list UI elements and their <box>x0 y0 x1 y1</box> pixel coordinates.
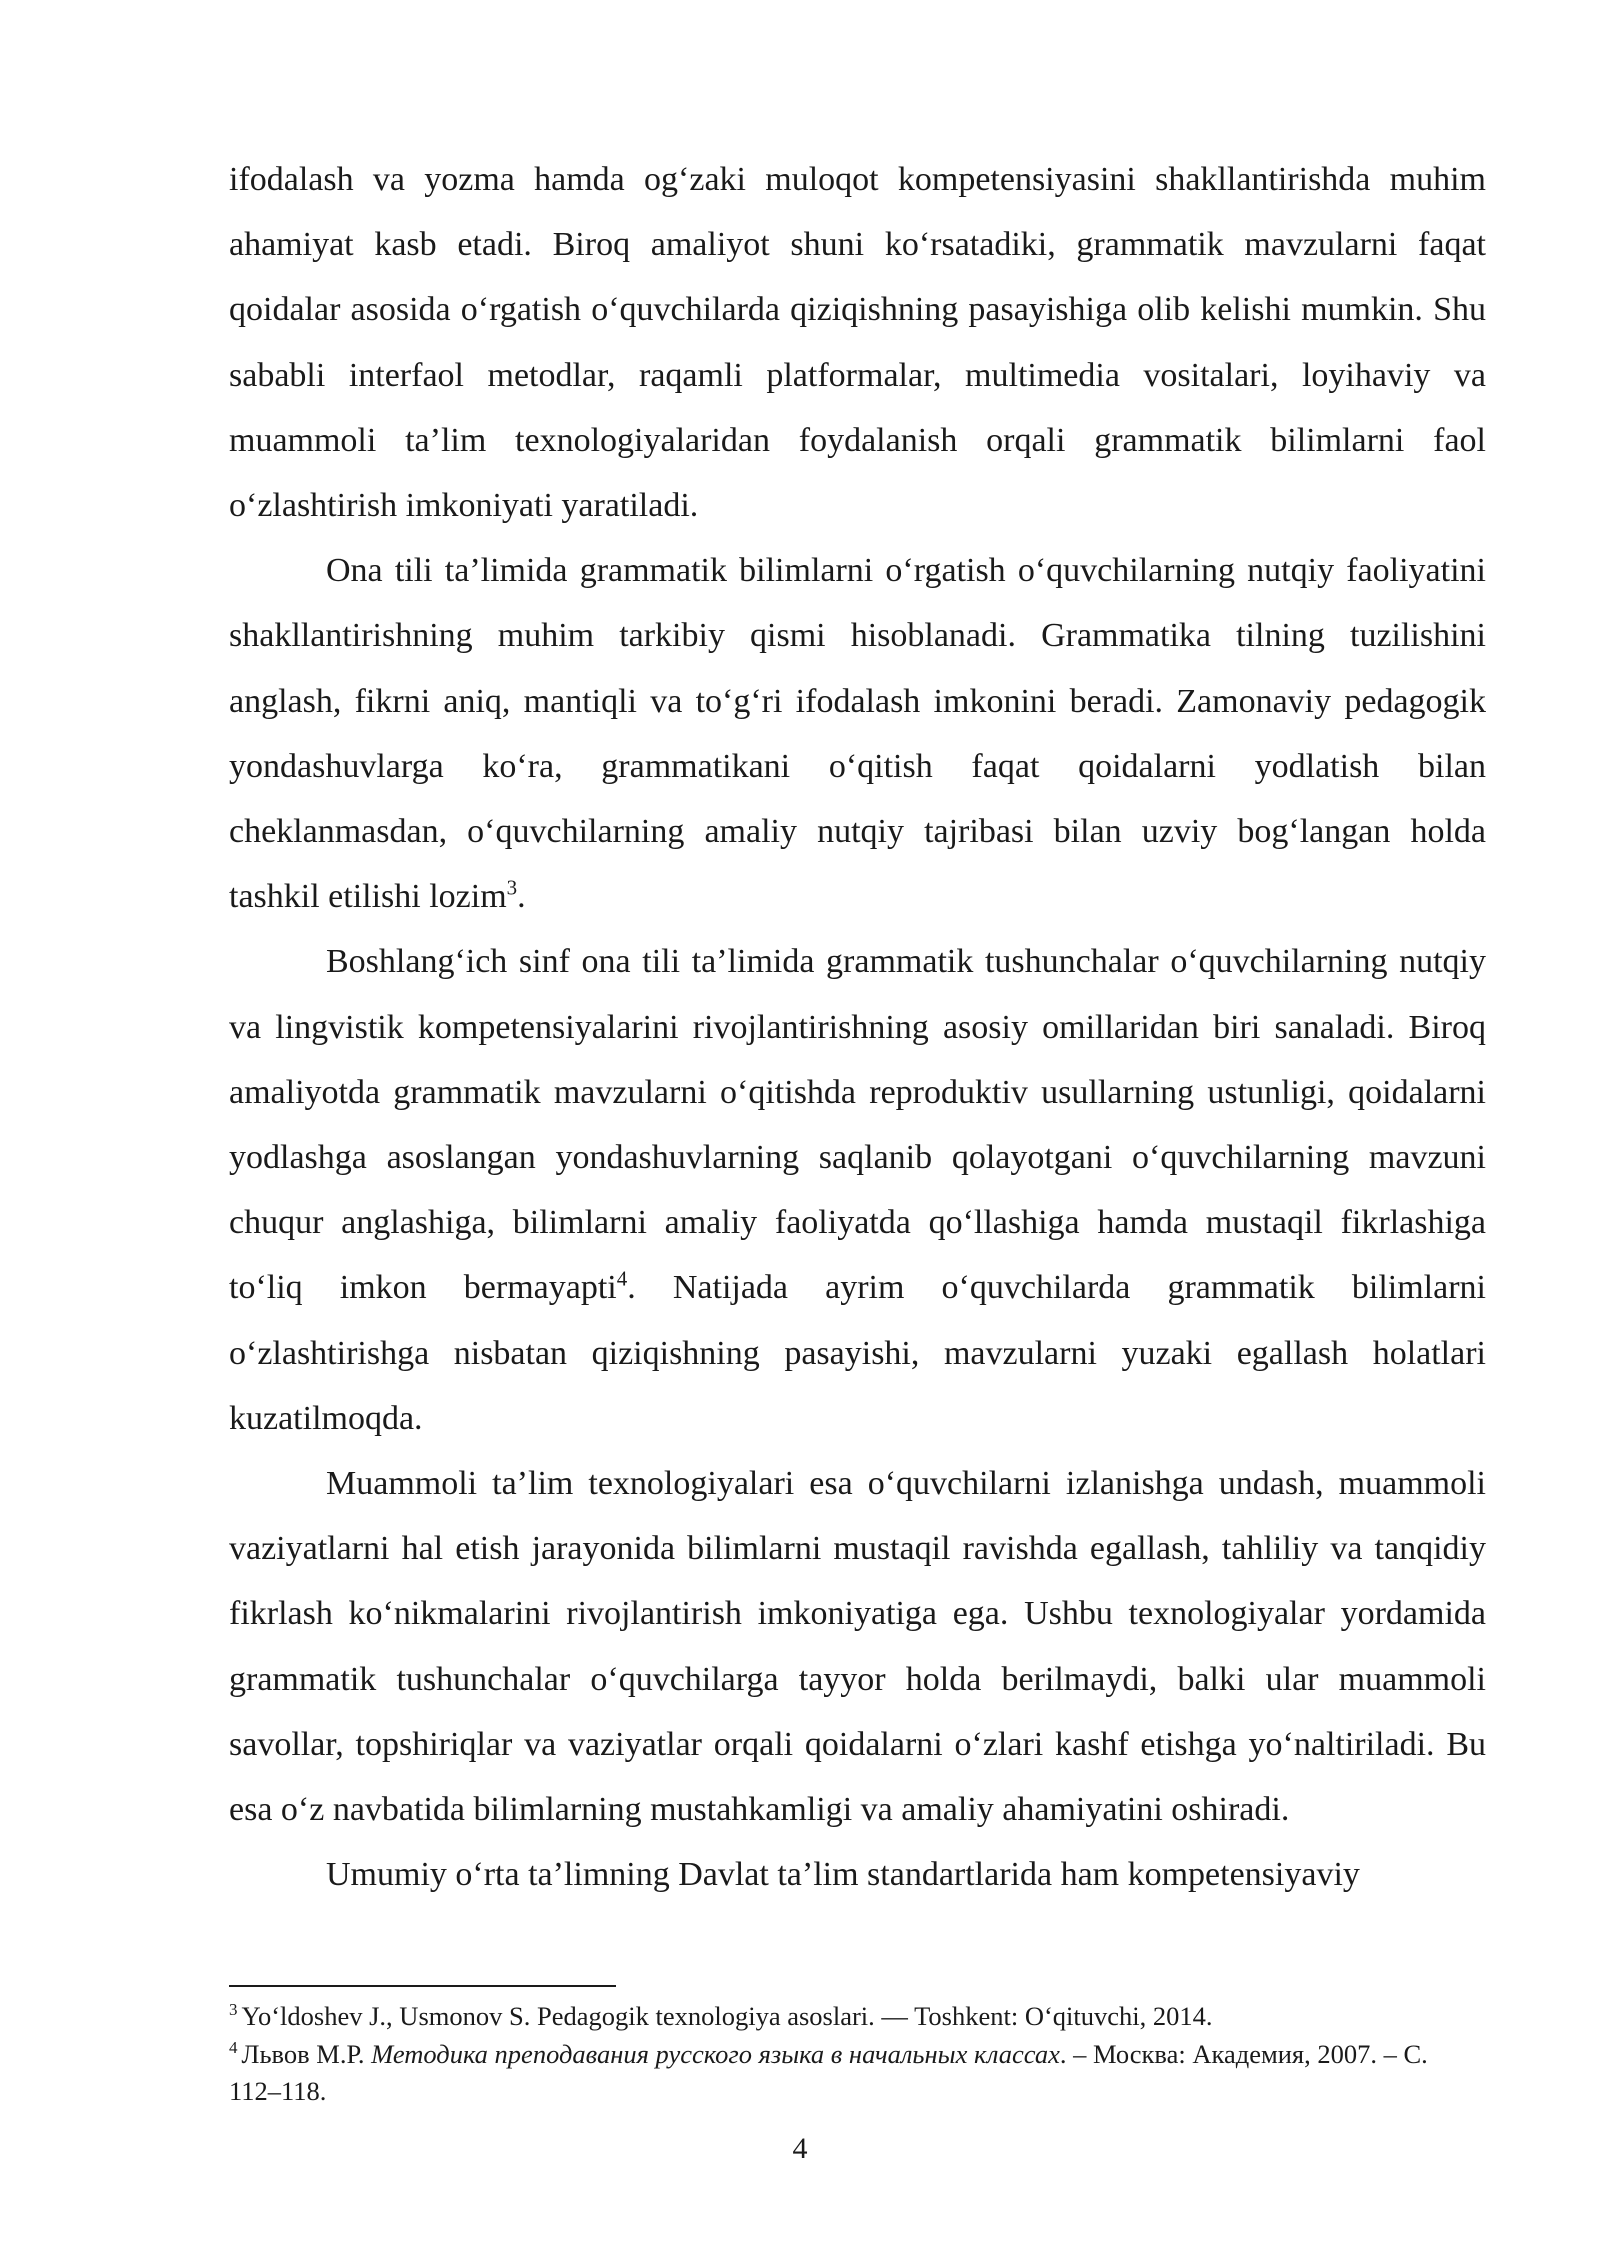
paragraph-4 <box>229 1451 1486 1842</box>
footnote-4-number: 4 <box>229 2038 238 2058</box>
footnote-separator <box>229 1985 616 1987</box>
footnote-3-text: Yo‘ldoshev J., Usmonov S. Pedagogik texnologiya asoslari. — Toshkent: O‘qituvchi, 2014. <box>241 2001 1213 2031</box>
paragraph-1-text: ifodalash va yozma hamda og‘zaki muloqot kompetensiyasini shakllantirishda muhim ahamiyat kasb etadi. Biroq amaliyot shuni ko‘rsatadiki, grammatik mavzularni faqat qoidalar asosida o‘rgatish o‘quvchilarda qiziqishning pasayishiga olib kelishi mumkin. Shu sababli interfaol metodlar, raqamli platformalar, multimedia vositalari, loyihaviy va muammoli ta’lim texnologiyalaridan foydalanish orqali grammatik bilimlarni faol o‘zlashtirish imkoniyati yaratiladi. <box>229 161 1486 525</box>
footnote-3 <box>229 1998 1486 2035</box>
paragraph-1 <box>229 147 1486 538</box>
body-text <box>229 147 1486 1907</box>
footnote-ref-4: 4 <box>616 1267 628 1292</box>
paragraph-5 <box>229 1842 1486 1907</box>
paragraph-4-text: Muammoli ta’lim texnologiyalari esa o‘quvchilarni izlanishga undash, muammoli vaziyatlarni hal etish jarayonida bilimlarni mustaqil ravishda egallash, tahliliy va tanqidiy fikrlash ko‘nikmalarini rivojlantirish imkoniyatiga ega. Ushbu texnologiyalar yordamida grammatik tushunchalar o‘quvchilarga tayyor holda berilmaydi, balki ular muammoli savollar, topshiriqlar va vaziyatlar orqali qoidalarni o‘zlari kashf etishga yo‘naltiriladi. Bu esa o‘z navbatida bilimlarning mustahkamligi va amaliy ahamiyatini oshiradi. <box>229 1465 1486 1829</box>
paragraph-3-tail: . Natijada ayrim o‘quvchilarda grammatik bilimlarni o‘zlashtirishga nisbatan qiziqishning pasayishi, mavzularni yuzaki egallash holatlari kuzatilmoqda. <box>229 1269 1486 1437</box>
paragraph-2-tail: . <box>517 878 526 916</box>
paragraph-2 <box>229 538 1486 929</box>
paragraph-2-text: Ona tili ta’limida grammatik bilimlarni o‘rgatish o‘quvchilarning nutqiy faoliyatini shakllantirishning muhim tarkibiy qismi hisoblanadi. Grammatika tilning tuzilishini anglash, fikrni aniq, mantiqli va to‘g‘ri ifodalash imkonini beradi. Zamonaviy pedagogik yondashuvlarga ko‘ra, grammatikani o‘qitish faqat qoidalarni yodlatish bilan cheklanmasdan, o‘quvchilarning amaliy nutqiy tajribasi bilan uzviy bog‘langan holda tashkil etilishi lozim <box>229 552 1486 916</box>
footnotes <box>229 1998 1486 2111</box>
paragraph-3-text: Boshlang‘ich sinf ona tili ta’limida grammatik tushunchalar o‘quvchilarning nutqiy va lingvistik kompetensiyalarini rivojlantirishning asosiy omillaridan biri sanaladi. Biroq amaliyotda grammatik mavzularni o‘qitishda reproduktiv usullarning ustunligi, qoidalarni yodlashga asoslangan yondashuvlarning saqlanib qolayotgani o‘quvchilarning mavzuni chuqur anglashiga, bilimlarni amaliy faoliyatda qo‘llashiga hamda mustaqil fikrlashiga to‘liq imkon bermayapti <box>229 943 1486 1307</box>
paragraph-5-text: Umumiy o‘rta ta’limning Davlat ta’lim standartlarida ham kompetensiyaviy <box>326 1856 1360 1894</box>
footnote-4-author: Львов М.Р. <box>241 2039 365 2069</box>
footnote-ref-3: 3 <box>506 875 518 900</box>
footnote-4-title: Методика преподавания русского языка в начальных классах <box>371 2039 1060 2069</box>
footnote-4-rest: . – Москва: Академия, 2007. – С. 112–118. <box>229 2039 1428 2106</box>
paragraph-3 <box>229 929 1486 1451</box>
page-number: 4 <box>792 2132 808 2165</box>
footnote-3-number: 3 <box>229 2000 238 2020</box>
footnote-4 <box>229 2036 1486 2110</box>
